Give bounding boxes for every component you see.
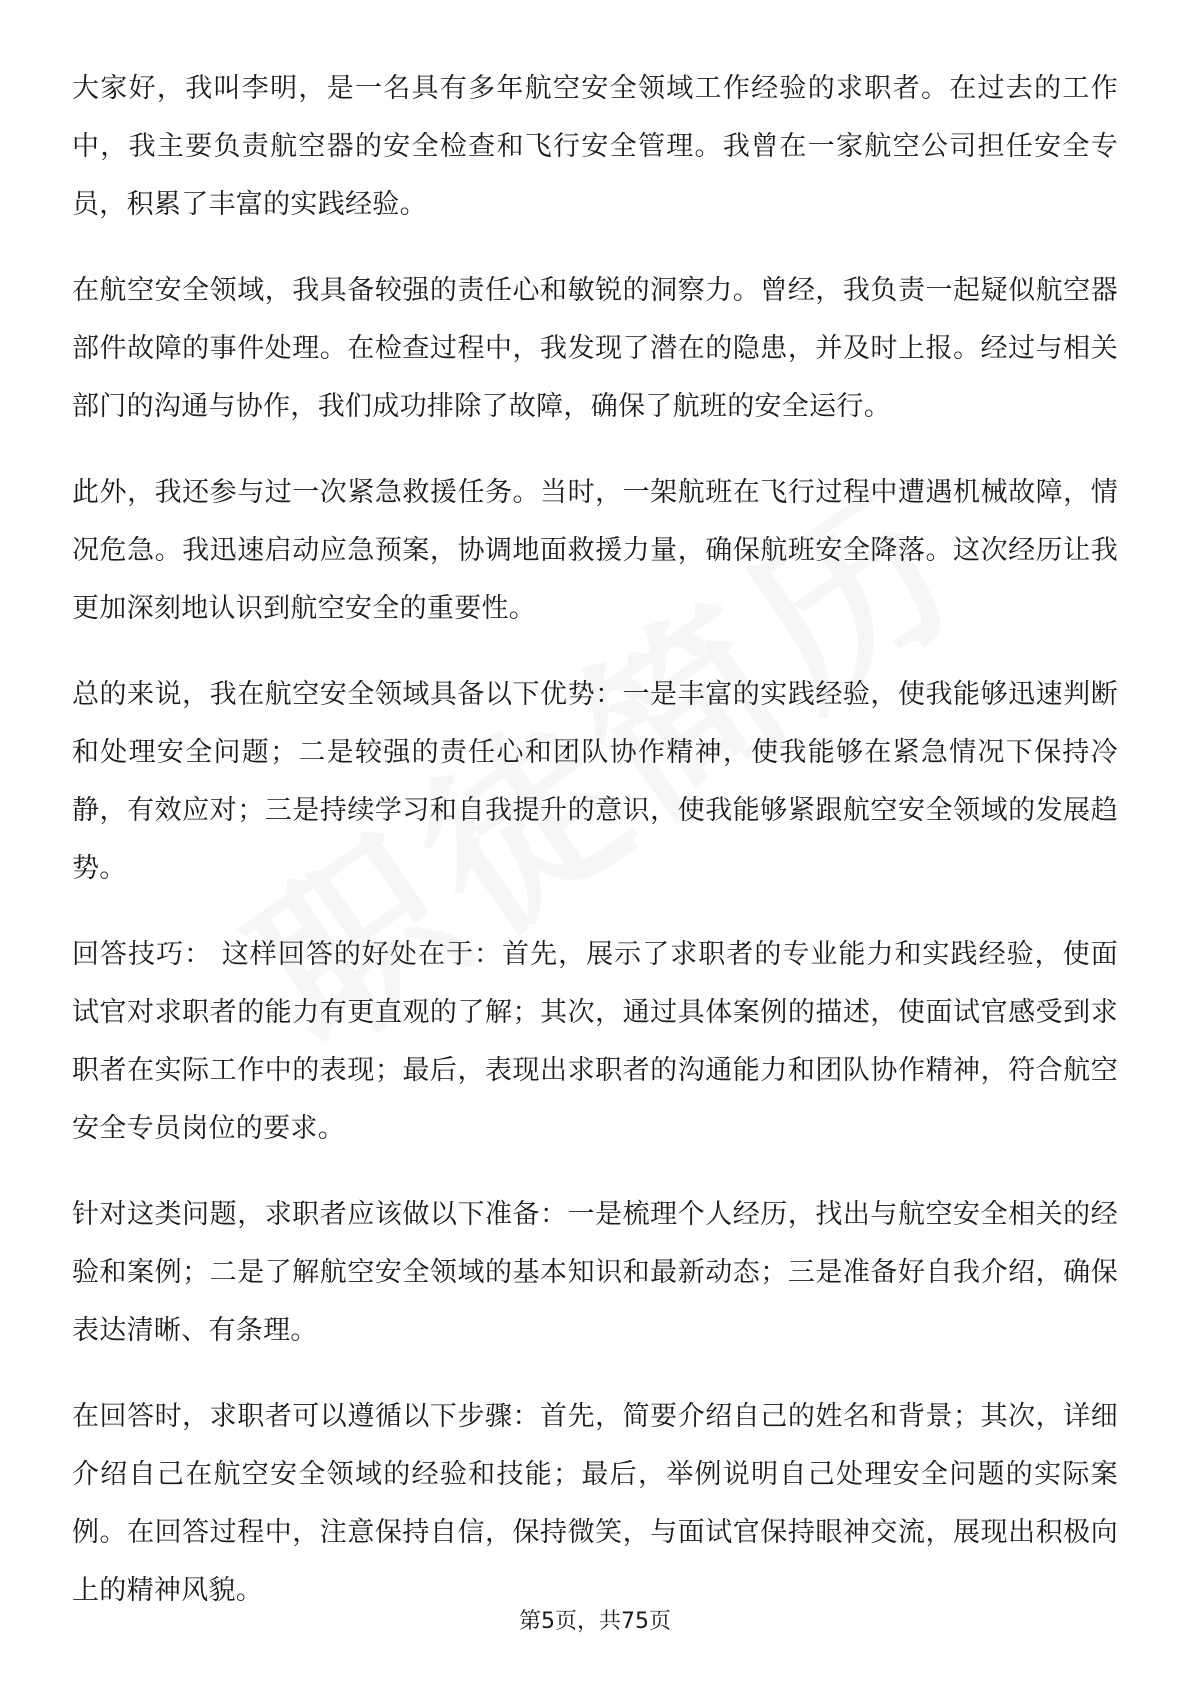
paragraph-preparation: 针对这类问题，求职者应该做以下准备：一是梳理个人经历，找出与航空安全相关的经验和案例；二是了解航空安全领域的基本知识和最新动态；三是准备好自我介绍，确保表达清晰、有条理。 bbox=[72, 1199, 1118, 1346]
paragraph-intro: 大家好，我叫李明，是一名具有多年航空安全领域工作经验的求职者。在过去的工作中，我主要负责航空器的安全检查和飞行安全管理。我曾在一家航空公司担任安全专员，积累了丰富的实践经验。 bbox=[72, 73, 1118, 220]
paragraph-summary: 总的来说，我在航空安全领域具备以下优势：一是丰富的实践经验，使我能够迅速判断和处理安全问题；二是较强的责任心和团队协作精神，使我能够在紧急情况下保持冷静，有效应对；三是持续学习和自我提升的意识，使我能够紧跟航空安全领域的发展趋势。 bbox=[72, 679, 1118, 884]
paragraph-steps: 在回答时，求职者可以遵循以下步骤：首先，简要介绍自己的姓名和背景；其次，详细介绍自己在航空安全领域的经验和技能；最后，举例说明自己处理安全问题的实际案例。在回答过程中，注意保持自信，保持微笑，与面试官保持眼神交流，展现出积极向上的精神风貌。 bbox=[72, 1401, 1118, 1606]
paragraph-answer-tips: 回答技巧： 这样回答的好处在于：首先，展示了求职者的专业能力和实践经验，使面试官对求职者的能力有更直观的了解；其次，通过具体案例的描述，使面试官感受到求职者在实际工作中的表现；最后，表现出求职者的沟通能力和团队协作精神，符合航空安全专员岗位的要求。 bbox=[72, 939, 1118, 1144]
paragraph-emergency: 此外，我还参与过一次紧急救援任务。当时，一架航班在飞行过程中遭遇机械故障，情况危急。我迅速启动应急预案，协调地面救援力量，确保航班安全降落。这次经历让我更加深刻地认识到航空安全的重要性。 bbox=[72, 477, 1118, 624]
page-number: 第5页，共75页 bbox=[519, 1609, 671, 1634]
paragraph-responsibility: 在航空安全领域，我具备较强的责任心和敏锐的洞察力。曾经，我负责一起疑似航空器部件故障的事件处理。在检查过程中，我发现了潜在的隐患，并及时上报。经过与相关部门的沟通与协作，我们成功排除了故障，确保了航班的安全运行。 bbox=[72, 275, 1118, 422]
document-body bbox=[72, 60, 1118, 1648]
